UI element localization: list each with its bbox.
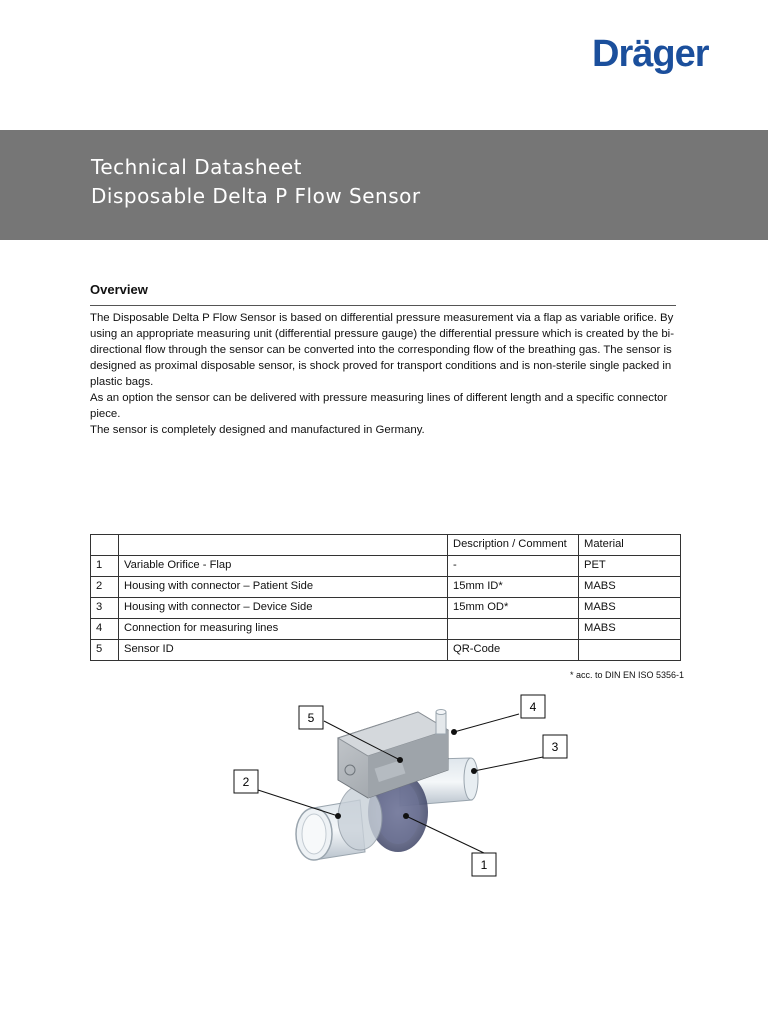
callout-3 bbox=[543, 735, 567, 758]
overview-heading: Overview bbox=[90, 282, 148, 297]
callout-4 bbox=[521, 695, 545, 718]
row-material: MABS bbox=[579, 619, 681, 640]
row-number: 3 bbox=[91, 598, 119, 619]
row-material: PET bbox=[579, 556, 681, 577]
svg-text:5: 5 bbox=[307, 711, 315, 725]
row-description: QR-Code bbox=[448, 640, 579, 661]
row-material: MABS bbox=[579, 598, 681, 619]
svg-text:2: 2 bbox=[242, 775, 250, 789]
table-footnote: * acc. to DIN EN ISO 5356-1 bbox=[569, 670, 684, 680]
header-cell-description: Description / Comment bbox=[448, 535, 579, 556]
row-part: Sensor ID bbox=[119, 640, 448, 661]
row-part: Housing with connector – Device Side bbox=[119, 598, 448, 619]
measuring-line-port bbox=[436, 710, 446, 735]
row-number: 1 bbox=[91, 556, 119, 577]
header-cell-material: Material bbox=[579, 535, 681, 556]
row-description: - bbox=[448, 556, 579, 577]
logo-text: Dräger bbox=[592, 33, 709, 74]
row-description: 15mm ID* bbox=[448, 577, 579, 598]
row-number: 4 bbox=[91, 619, 119, 640]
svg-text:3: 3 bbox=[551, 740, 559, 754]
page-title: Technical Datasheet bbox=[91, 155, 302, 179]
callout-5 bbox=[299, 706, 323, 729]
row-part: Housing with connector – Patient Side bbox=[119, 577, 448, 598]
overview-paragraph: The Disposable Delta P Flow Sensor is based on differential pressure measurement via a flap as variable orifice. By using an appropriate measuring unit (differential pressure gauge) the differential pressure which is created by the bi-directional flow through the sensor can be converted into the corresponding flow of the breathing gas. The sensor is designed as proximal disposable sensor, is shock proved for transport conditions and is non-sterile single packed in plastic bags. bbox=[90, 312, 674, 388]
callout-1 bbox=[472, 853, 496, 876]
row-description: 15mm OD* bbox=[448, 598, 579, 619]
svg-text:4: 4 bbox=[529, 700, 537, 714]
page-subtitle: Disposable Delta P Flow Sensor bbox=[91, 184, 421, 208]
overview-paragraph: The sensor is completely designed and manufactured in Germany. bbox=[90, 424, 425, 436]
row-number: 2 bbox=[91, 577, 119, 598]
svg-text:1: 1 bbox=[480, 858, 488, 872]
overview-paragraph: As an option the sensor can be delivered with pressure measuring lines of different length and a specific connector piece. bbox=[90, 392, 668, 420]
row-part: Variable Orifice - Flap bbox=[119, 556, 448, 577]
row-part: Connection for measuring lines bbox=[119, 619, 448, 640]
row-material: MABS bbox=[579, 577, 681, 598]
row-number: 5 bbox=[91, 640, 119, 661]
callout-2 bbox=[234, 770, 258, 793]
